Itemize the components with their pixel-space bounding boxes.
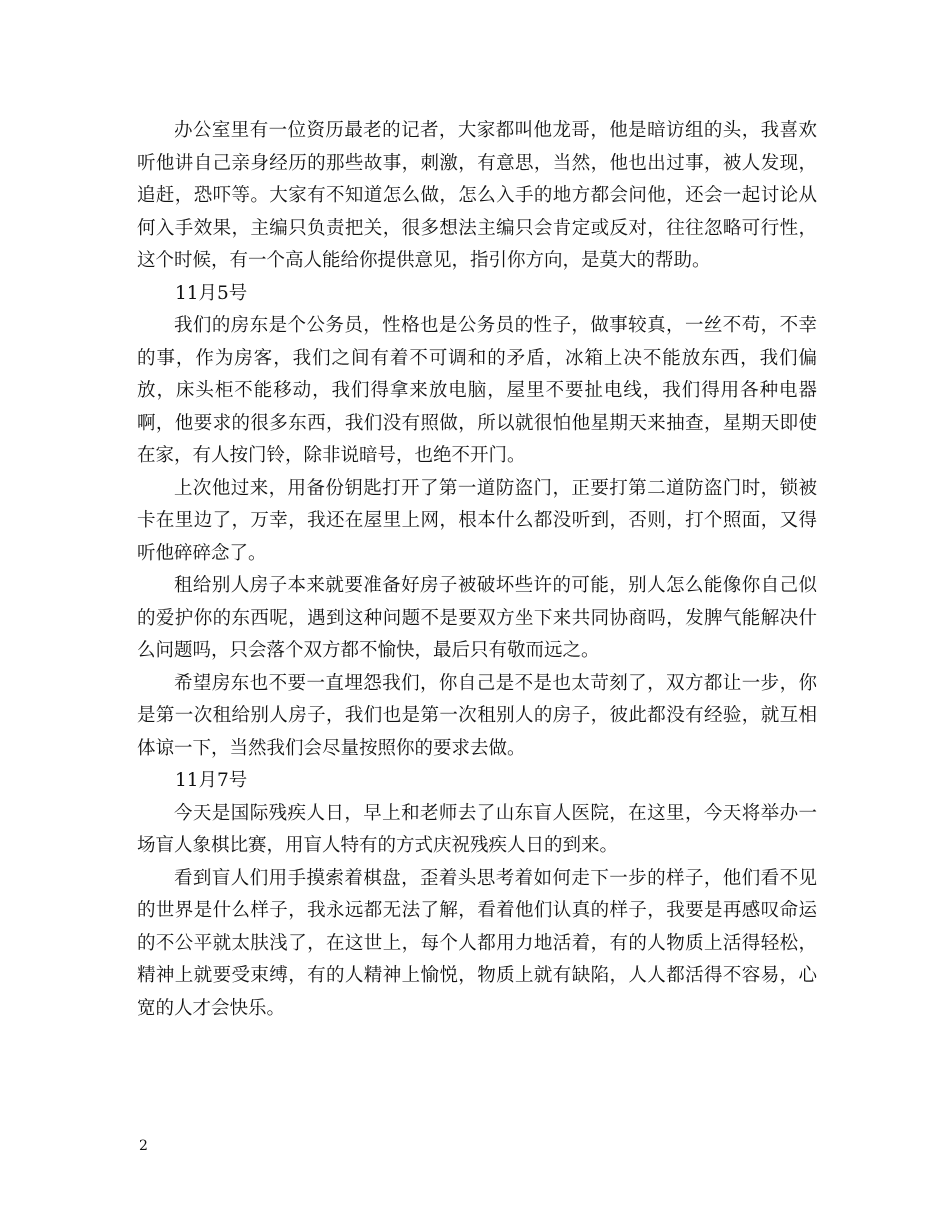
paragraph-last-visit: 上次他过来，用备份钥匙打开了第一道防盗门，正要打第二道防盗门时，锁被卡在里边了，万幸，我还在屋里上网，根本什么都没听到，否则，打个照面，又得听他碎碎念了。 <box>137 477 817 564</box>
date-heading-nov-5: 11月5号 <box>175 282 248 304</box>
paragraph-disability-day: 今天是国际残疾人日，早上和老师去了山东盲人医院，在这里，今天将举办一场盲人象棋比赛，用盲人特有的方式庆祝残疾人日的到来。 <box>137 802 817 856</box>
paragraph-renting-view: 租给别人房子本来就要准备好房子被破坏些许的可能，别人怎么能像你自己似的爱护你的东西呢，遇到这种问题不是要双方坐下来共同协商吗，发脾气能解决什么问题吗，只会落个双方都不愉快，最后只有敬而远之。 <box>137 575 817 661</box>
paragraph-veteran-reporter: 办公室里有一位资历最老的记者，大家都叫他龙哥，他是暗访组的头，我喜欢听他讲自己亲身经历的那些故事，刺激，有意思，当然，他也出过事，被人发现，追赶，恐吓等。大家有不知道怎么做，怎么入手的地方都会问他，还会一起讨论从何入手效果，主编只负责把关，很多想法主编只会肯定或反对，往往忽略可行性，这个时候，有一个高人能给你提供意见，指引你方向，是莫大的帮助。 <box>137 120 817 271</box>
paragraph-blind-chess: 看到盲人们用手摸索着棋盘，歪着头思考着如何走下一步的样子，他们看不见的世界是什么样子，我永远都无法了解，看着他们认真的样子，我要是再感叹命运的不公平就太肤浅了，在这世上，每个人都用力地活着，有的人物质上活得轻松，精神上就要受束缚，有的人精神上愉悦，物质上就有缺陷，人人都活得不容易，心宽的人才会快乐。 <box>137 867 817 1019</box>
document-body <box>137 115 817 1025</box>
page-number: 2 <box>139 1138 148 1154</box>
date-heading-nov-7: 11月7号 <box>175 770 248 791</box>
paragraph-hope: 希望房东也不要一直埋怨我们，你自己是不是也太苛刻了，双方都让一步，你是第一次租给别人房子，我们也是第一次租别人的房子，彼此都没有经验，就互相体谅一下，当然我们会尽量按照你的要求去做。 <box>137 672 817 759</box>
paragraph-landlord: 我们的房东是个公务员，性格也是公务员的性子，做事较真，一丝不苟，不幸的事，作为房客，我们之间有着不可调和的矛盾，冰箱上决不能放东西，我们偏放，床头柜不能移动，我们得拿来放电脑，屋里不要扯电线，我们得用各种电器啊，他要求的很多东西，我们没有照做，所以就很怕他星期天来抽查，星期天即使在家，有人按门铃，除非说暗号，也绝不开门。 <box>137 315 817 466</box>
